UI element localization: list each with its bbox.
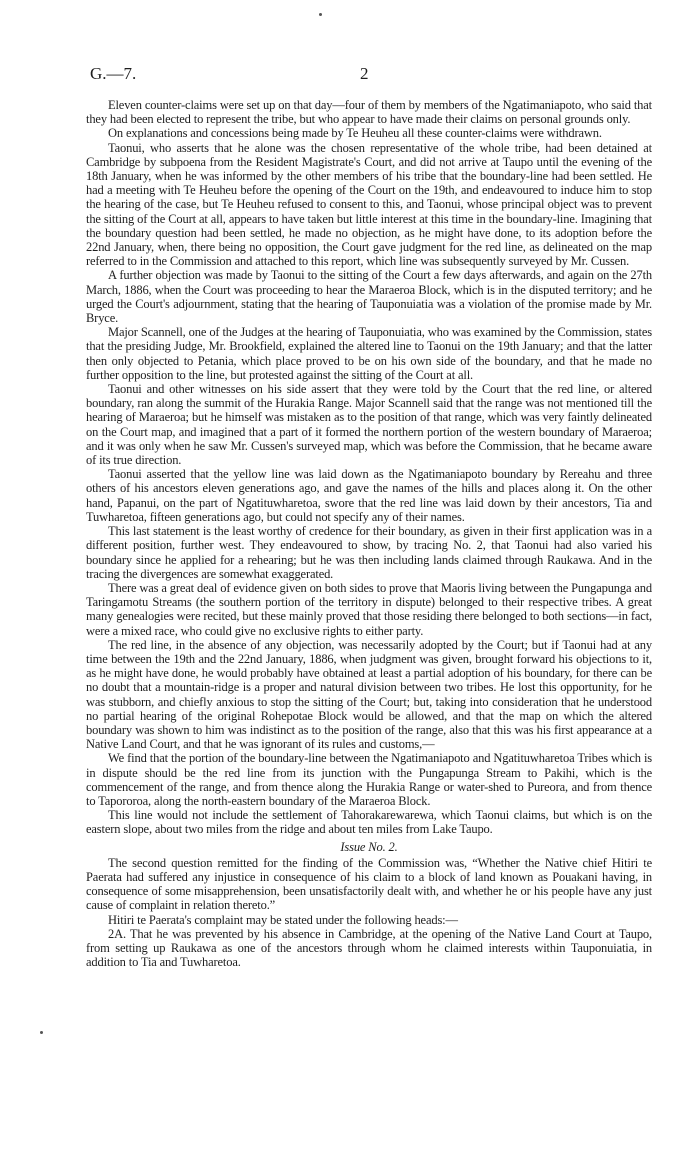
paragraph: Taonui asserted that the yellow line was laid down as the Ngatimaniapoto boundary by Rereahu and three others of his ancestors eleven generations ago, and gave the names of the hills and places along it. On the other hand, Papanui, on the part of Ngatituwharetoa, swore that the red line was laid down by their ancestors, Tia and Tuwharetoa, fifteen generations ago, but could not specify any of their names.: [86, 467, 652, 524]
paragraph: There was a great deal of evidence given on both sides to prove that Maoris living between the Pungapunga and Taringamotu Streams (the southern portion of the territory in dispute) belonged to their respective tribes. A great many genealogies were recited, but these mainly proved that those residing there belonged to both sections—in fact, were a mixed race, who could give no exclusive rights to either party.: [86, 580, 652, 638]
paragraph: Taonui and other witnesses on his side assert that they were told by the Court that the red line, or altered boundary, ran along the summit of the Hurakia Range. Major Scannell said that the range was not mentioned till the hearing of Maraeroa; but he himself was mistaken as to the position of that range, which was very faintly delineated on the Court map, and imagined that a part of it formed the northern portion of the western boundary of Maraeroa; and it was only when he saw Mr. Cussen's surveyed map, which was before the Commission, that he became aware of its true direction.: [86, 382, 652, 468]
page-number: 2: [360, 64, 369, 83]
paragraph: This line would not include the settlement of Tahorakarewarewa, which Taonui claims, but which is on the eastern slope, about two miles from the ridge and about ten miles from Lake Taupo.: [86, 808, 652, 837]
paragraph: The second question remitted for the finding of the Commission was, “Whether the Native chief Hitiri te Paerata had suffered any injustice in consequence of his claim to a block of land known as Pouakani having, in consequence of some misapprehension, been unsatisfactorily dealt with, and whether he or his people have any just cause of complaint in relation thereto.”: [86, 855, 652, 913]
scan-speck: [40, 1031, 43, 1034]
paragraph: A further objection was made by Taonui to the sitting of the Court a few days afterwards, and again on the 27th March, 1886, when the Court was proceeding to hear the Maraeroa Block, which is in the disputed territory; and he urged the Court's adjournment, stating that the hearing of Tauponuiatia was a violation of the promise made by Mr. Bryce.: [86, 268, 652, 326]
paragraph: We find that the portion of the boundary-line between the Ngatimaniapoto and Ngatituwharetoa Tribes which is in dispute should be the red line from its junction with the Pungapunga Stream to Pakihi, which is the commencement of the range, and from thence along the Hurakia Range or water-shed to Pureora, and from thence to Tapororoa, along the north-eastern boundary of the Maraeroa Block.: [86, 751, 652, 808]
body-text: [86, 98, 652, 969]
paragraph: Eleven counter-claims were set up on that day—four of them by members of the Ngatimaniapoto, who said that they had been elected to represent the tribe, but who appear to have made their claims on personal grounds only.: [86, 98, 652, 127]
paragraph: Hitiri te Paerata's complaint may be stated under the following heads:—: [108, 912, 458, 927]
paragraph: The red line, in the absence of any objection, was necessarily adopted by the Court; but if Taonui had at any time between the 19th and the 22nd January, 1886, when judgment was given, brought forward his objections to it, as he might have done, he would probably have obtained at least a partial adoption of his boundary, for there can be no doubt that a mountain-ridge is a proper and natural division between two tribes. He lost this opportunity, for he was stubborn, and chiefly anxious to stop the sitting of the Court; but, taking into consideration that he understood no partial hearing of the original Rohepotae Block would be allowed, and that the map on which the altered boundary was shown to him was indistinct as to the position of the range, also that this was his first appearance at a Native Land Court, and that he was ignorant of its rules and customs,—: [86, 637, 652, 752]
page-header: [90, 64, 650, 88]
paragraph: On explanations and concessions being made by Te Heuheu all these counter-claims were withdrawn.: [108, 126, 602, 141]
paragraph: This last statement is the least worthy of credence for their boundary, as given in their first application was in a different position, further west. They endeavoured to show, by tracing No. 2, that Taonui had also varied his boundary since he applied for a rehearing; but he was then including lands claimed through Raukawa. And in the tracing the divergences are somewhat exaggerated.: [86, 524, 652, 581]
paragraph: Major Scannell, one of the Judges at the hearing of Tauponuiatia, who was examined by the Commission, states that the presiding Judge, Mr. Brookfield, explained the altered line to Taonui on the 19th January; and that the latter then only objected to Petania, which place proved to be on his own side of the boundary, and that he made no further opposition to the line, but protested against the sitting of the Court at all.: [86, 325, 652, 382]
scan-speck: [319, 13, 322, 16]
document-reference: G.—7.: [90, 64, 137, 83]
paragraph: Taonui, who asserts that he alone was the chosen representative of the whole tribe, had been detained at Cambridge by subpoena from the Resident Magistrate's Court, and did not arrive at Taupo until the evening of the 18th January, when he was informed by the other members of his tribe that the boundary-line had been settled. He had a meeting with Te Heuheu before the opening of the Court on the 19th, and endeavoured to induce him to stop the hearing of the case, but Te Heuheu refused to consent to this, and Taonui, whose principal object was to prevent the sitting of the Court at all, appears to have taken but little interest at this time in the boundary-line. Imagining that the boundary question had been settled, he made no objection, as he might have done, to its adoption before the 22nd January, when, there being no opposition, the Court gave judgment for the red line, as delineated on the map referred to in the Commission and attached to this report, which line was subsequently surveyed by Mr. Cussen.: [86, 140, 652, 269]
section-heading: Issue No. 2.: [340, 839, 398, 854]
paragraph: 2A. That he was prevented by his absence in Cambridge, at the opening of the Native Land Court at Taupo, from setting up Raukawa as one of the ancestors through whom he claimed interests within Tauponuiatia, in addition to Tia and Tuwharetoa.: [86, 926, 652, 970]
